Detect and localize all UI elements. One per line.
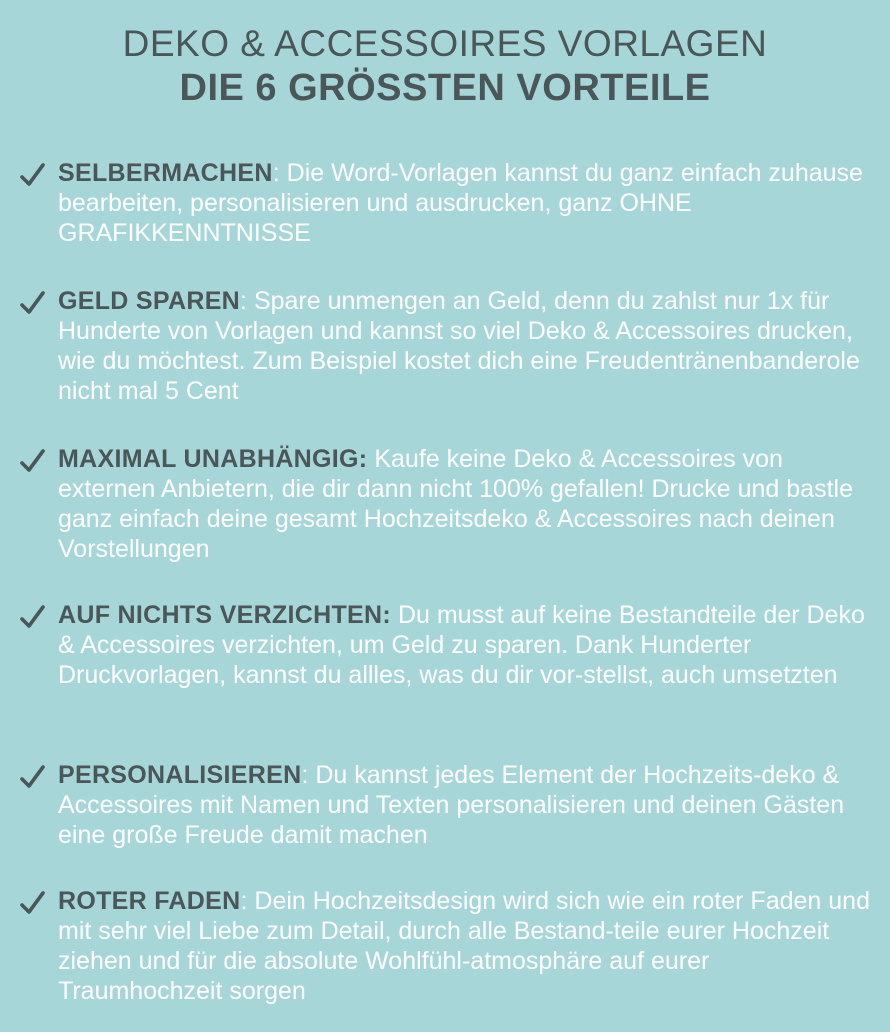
benefit-text — [58, 444, 876, 564]
benefit-title: GELD SPAREN — [58, 287, 241, 315]
benefit-description: Du kannst jedes Element der Hochzeits-deko & Accessoires mit Namen und Texten personalisieren und deinen Gästen eine große Freude damit machen — [58, 761, 845, 849]
benefit-title: ROTER FADEN — [58, 887, 241, 915]
benefit-item-roter-faden — [20, 886, 876, 1006]
checkmark-icon — [20, 448, 46, 474]
benefit-description: Dein Hochzeitsdesign wird sich wie ein roter Faden und mit sehr viel Liebe zum Detail, durch alle Bestand-teile eurer Hochzeit ziehen und für die absolute Wohlfühl-atmosphäre auf eurer Traumhochzeit sorgen — [58, 887, 870, 1005]
checkmark-icon — [20, 290, 46, 316]
benefit-description: Kaufe keine Deko & Accessoires von externen Anbietern, die dir dann nicht 100% gefallen! Drucke und bastle ganz einfach deine gesamt Hochzeitsdeko & Accessoires nach deinen Vorstellungen — [58, 445, 853, 563]
benefit-title: MAXIMAL UNABHÄNGIG: — [58, 445, 368, 473]
benefit-separator: : — [240, 287, 254, 315]
page-subtitle: DIE 6 GRÖSSTEN VORTEILE — [179, 67, 711, 109]
page-header — [0, 22, 890, 110]
benefit-item-maximal-unabhaengig — [20, 444, 876, 564]
benefit-item-geld-sparen — [20, 286, 876, 406]
benefit-separator: : — [240, 887, 255, 915]
checkmark-icon — [20, 764, 46, 790]
benefit-item-selbermachen — [20, 158, 876, 248]
benefit-text — [58, 760, 876, 850]
benefit-description: Du musst auf keine Bestandteile der Deko & Accessoires verzichten, um Geld zu sparen. Dank Hunderter Druckvorlagen, kannst du allles, was du dir vor-stellst, auch umsetzten — [58, 601, 865, 689]
benefit-text — [58, 886, 876, 1006]
checkmark-icon — [20, 604, 46, 630]
benefit-item-personalisieren — [20, 760, 876, 850]
benefit-separator — [391, 601, 398, 629]
benefit-text — [58, 286, 876, 406]
checkmark-icon — [20, 890, 46, 916]
benefit-text — [58, 600, 876, 690]
benefit-separator: : — [301, 761, 316, 789]
benefit-title: AUF NICHTS VERZICHTEN: — [58, 601, 391, 629]
benefit-title: PERSONALISIEREN — [58, 761, 302, 789]
benefit-item-auf-nichts-verzichten — [20, 600, 876, 690]
benefit-text — [58, 158, 876, 248]
page-title: DEKO & ACCESSOIRES VORLAGEN — [122, 23, 768, 64]
benefit-description: Spare unmengen an Geld, denn du zahlst nur 1x für Hunderte von Vorlagen und kannst so viel Deko & Accessoires drucken, wie du möchtest. Zum Beispiel kostet dich eine Freudentränenbanderole nicht mal 5 Cent — [58, 287, 860, 405]
checkmark-icon — [20, 162, 46, 188]
benefit-separator: : — [272, 159, 287, 187]
benefit-description: Die Word-Vorlagen kannst du ganz einfach zuhause bearbeiten, personalisieren und ausdrucken, ganz OHNE GRAFIKKENNTNISSE — [58, 159, 863, 247]
benefit-title: SELBERMACHEN — [58, 159, 273, 187]
